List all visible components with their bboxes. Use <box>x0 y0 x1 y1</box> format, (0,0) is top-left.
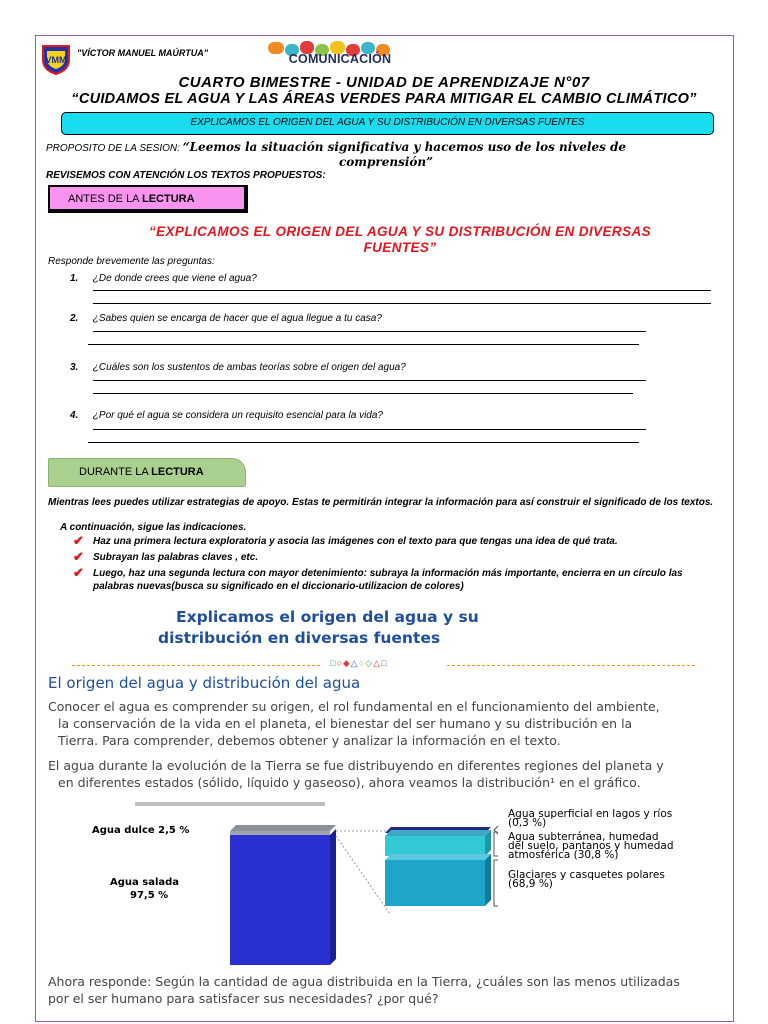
instruction-text: Subrayan las palabras claves , etc. <box>93 552 259 563</box>
question-3 <box>70 357 406 375</box>
durante-bold: LECTURA <box>151 466 204 478</box>
antes-lectura-label <box>48 185 248 213</box>
label-agua-dulce: Agua dulce 2,5 % <box>92 825 190 836</box>
paragraph-line: en diferentes estados (sólido, líquido y gaseoso), ahora veamos la distribución¹ en el gráfico. <box>58 775 641 790</box>
bracket <box>494 826 498 834</box>
connector-line <box>336 836 390 914</box>
question-text: ¿Cuáles son los sustentos de ambas teorías sobre el origen del agua? <box>92 362 406 373</box>
water-distribution-chart <box>60 796 720 971</box>
section-title-line1: Explicamos el origen del agua y su <box>176 608 479 626</box>
answer-line[interactable] <box>88 344 639 345</box>
label-agua-salada-pct: 97,5 % <box>130 890 169 901</box>
school-name: "VÍCTOR MANUEL MAÚRTUA" <box>77 48 209 58</box>
paragraph-1 <box>48 698 718 749</box>
question-number: 4. <box>70 410 79 421</box>
paragraph-2 <box>48 757 718 791</box>
bracket <box>494 832 498 856</box>
label-glaciares-pct: (68,9 %) <box>508 878 553 890</box>
question-text: ¿Por qué el agua se considera un requisito esencial para la vida? <box>92 410 383 421</box>
paragraph-line: El agua durante la evolución de la Tierra se fue distribuyendo en diferentes regiones del planeta y <box>48 758 664 773</box>
agua-salada-bar <box>230 835 330 965</box>
svg-text:VMM: VMM <box>45 55 67 65</box>
checkmark-icon: ✔ <box>73 549 84 564</box>
question-number: 3. <box>70 362 79 373</box>
divider <box>72 665 320 666</box>
answer-line[interactable] <box>93 393 633 394</box>
instruction-item <box>73 551 713 564</box>
proposito-text: “Leemos la situación significativa y hacemos uso de los niveles de <box>182 140 627 154</box>
antes-prefix: ANTES DE LA <box>68 193 142 205</box>
question-2 <box>70 308 382 326</box>
chart-top-bar <box>135 802 325 806</box>
lectura-title-line1: “EXPLICAMOS EL ORIGEN DEL AGUA Y SU DISTRIBUCIÓN EN DIVERSAS <box>148 224 652 239</box>
paragraph-line: Tierra. Para comprender, debemos obtener y analizar la información en el texto. <box>58 733 561 748</box>
lectura-title <box>90 224 710 256</box>
checkmark-icon: ✔ <box>73 533 84 548</box>
proposito-label: PROPOSITO DE LA SESION: <box>46 143 183 154</box>
label-glaciares: Glaciares y casquetes polares <box>508 869 665 881</box>
paragraph-line: Conocer el agua es comprender su origen, el rol fundamental en el funcionamiento del ambiente, <box>48 699 660 714</box>
page-title: CUARTO BIMESTRE - UNIDAD DE APRENDIZAJE N°07 <box>178 74 590 91</box>
instruction-item <box>73 567 713 593</box>
checkmark-icon: ✔ <box>73 565 84 580</box>
continuacion-text: A continuación, sigue las indicaciones. <box>60 522 247 533</box>
answer-line[interactable] <box>93 380 646 381</box>
answer-line[interactable] <box>93 331 646 332</box>
glaciares-side <box>485 854 491 906</box>
session-banner: EXPLICAMOS EL ORIGEN DEL AGUA Y SU DISTRIBUCIÓN EN DIVERSAS FUENTES <box>61 112 714 135</box>
paragraph-line: la conservación de la vida en el planeta, el bienestar del ser humano y su distribución en la <box>58 716 633 731</box>
instruction-text: Luego, haz una segunda lectura con mayor detenimiento: subraya la información más importante, encierra en un círculo las palabras nuevas(busca su significado en el diccionario-utilizacion de colores) <box>93 568 683 592</box>
origen-title: El origen del agua y distribución del agua <box>48 674 361 692</box>
bracket <box>494 860 498 906</box>
answer-line[interactable] <box>88 442 639 443</box>
question-text: ¿De donde crees que viene el agua? <box>92 273 257 284</box>
glaciares-bar <box>385 860 485 906</box>
label-superficial: Agua superficial en lagos y ríos <box>508 808 673 820</box>
question-1 <box>70 268 257 286</box>
agua-subterranea-top <box>385 830 491 836</box>
section-title-line2: distribución en diversas fuentes <box>158 629 441 647</box>
label-subterranea-3: atmosférica (30,8 %) <box>508 849 619 861</box>
proposito-text-cont: comprensión” <box>338 155 434 169</box>
durante-lectura-label <box>48 458 246 487</box>
responde-instruction: Responde brevemente las preguntas: <box>48 256 215 267</box>
answer-line[interactable] <box>93 429 646 430</box>
agua-dulce-bar <box>230 831 330 835</box>
label-superficial-pct: (0,3 %) <box>508 817 547 829</box>
final-question <box>48 973 728 1007</box>
instruction-item <box>73 535 713 548</box>
final-question-line2: por el ser humano para satisfacer sus necesidades? ¿por qué? <box>48 991 439 1006</box>
label-subterranea-2: del suelo, pantanos y humedad <box>508 840 674 852</box>
proposito <box>46 140 726 154</box>
divider <box>447 665 695 666</box>
lectura-title-line2: FUENTES” <box>363 240 437 255</box>
question-number: 2. <box>70 313 79 324</box>
school-shield-icon <box>40 43 72 75</box>
agua-salada-side <box>330 829 336 965</box>
instruction-text: Haz una primera lectura exploratoria y asocia las imágenes con el texto para que tengas una idea de qué trata. <box>93 536 618 547</box>
question-number: 1. <box>70 273 79 284</box>
mientras-text: Mientras lees puedes utilizar estrategias de apoyo. Estas te permitirán integrar la información para así construir el significado de los textos. <box>48 497 714 508</box>
section-title <box>158 607 479 649</box>
agua-dulce-top <box>230 825 336 831</box>
durante-prefix: DURANTE LA <box>79 466 152 478</box>
answer-line[interactable] <box>93 303 711 304</box>
page-subtitle: “CUIDAMOS EL AGUA Y LAS ÁREAS VERDES PARA MITIGAR EL CAMBIO CLIMÁTICO” <box>71 91 697 107</box>
decorative-shapes-icon: □○◆△○◇△□ <box>330 658 388 668</box>
final-question-line1: Ahora responde: Según la cantidad de agua distribuida en la Tierra, ¿cuáles son las menos utilizadas <box>48 974 680 989</box>
question-4 <box>70 405 383 423</box>
label-agua-salada: Agua salada <box>110 877 180 888</box>
agua-subterranea-bar <box>385 836 485 856</box>
question-text: ¿Sabes quien se encarga de hacer que el agua llegue a tu casa? <box>92 313 382 324</box>
glaciares-top <box>385 854 491 860</box>
comunicacion-logo-text: COMUNICACIÓN <box>288 52 392 66</box>
antes-bold: LECTURA <box>141 193 195 205</box>
answer-line[interactable] <box>93 290 711 291</box>
revisemos-heading: REVISEMOS CON ATENCIÓN LOS TEXTOS PROPUESTOS: <box>46 170 326 181</box>
label-subterranea: Agua subterránea, humedad <box>508 831 659 843</box>
